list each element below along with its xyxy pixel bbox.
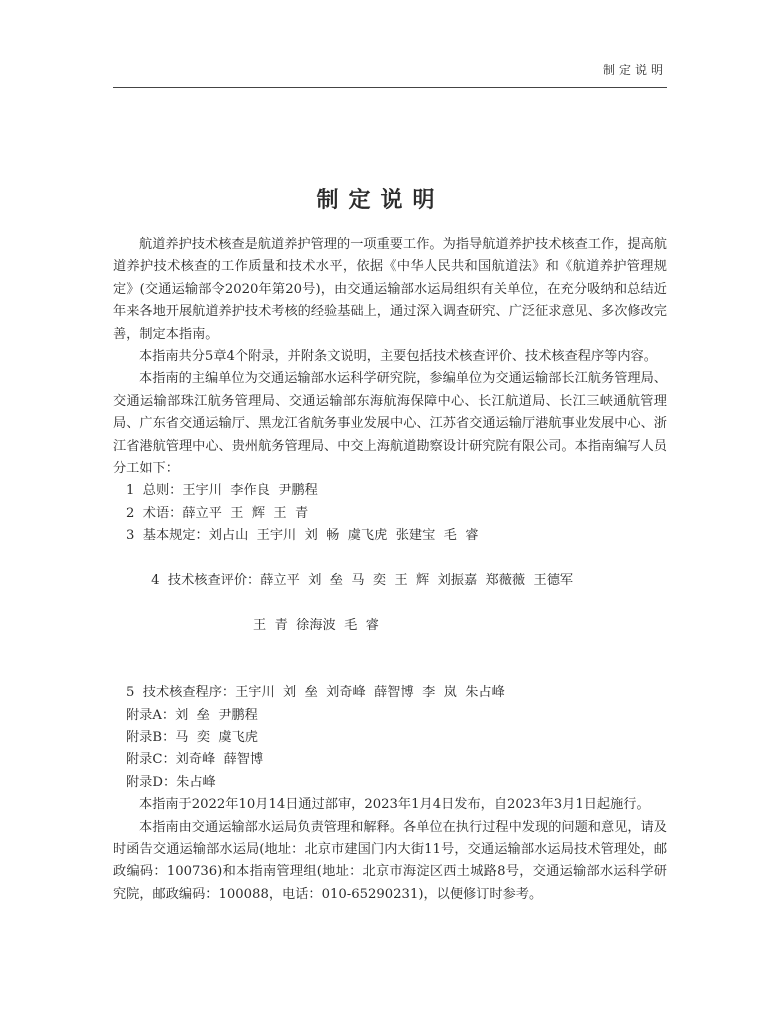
- list-item-text: 4 技术核查评价：薛立平 刘 垒 马 奕 王 辉 刘振嘉 郑薇薇 王德军: [151, 573, 574, 589]
- header-rule: [113, 87, 667, 88]
- list-item: 附录A：刘 垒 尹鹏程: [126, 707, 258, 723]
- page-title: 制定说明: [316, 188, 445, 213]
- list-item: 附录B：马 奕 虞飞虎: [126, 729, 258, 745]
- running-head: 制定说明: [602, 63, 667, 77]
- list-item-continuation: 王 青 徐海波 毛 睿: [253, 617, 379, 633]
- list-item: [113, 548, 667, 682]
- paragraph-units: 本指南的主编单位为交通运输部水运科学研究院，参编单位为交通运输部长江航务管理局、交通运输部珠江航务管理局、交通运输部东海航海保障中心、长江航道局、长江三峡通航管理局、广东省交通运输厅、黑龙江省航务事业发展中心、江苏省交通运输厅港航事业发展中心、浙江省港航管理中心、贵州航务管理局、中交上海航道勘察设计研究院有限公司。本指南编写人员分工如下：: [113, 371, 667, 477]
- list-item: 5 技术核查程序：王宇川 刘 垒 刘奇峰 薛智博 李 岚 朱占峰: [126, 685, 505, 701]
- list-item: 2 术语：薛立平 王 辉 王 青: [126, 505, 309, 521]
- document-body: [113, 234, 667, 906]
- list-item: 附录C：刘奇峰 薛智博: [126, 752, 264, 768]
- paragraph-contact: 本指南由交通运输部水运局负责管理和解释。各单位在执行过程中发现的问题和意见，请及时函告交通运输部水运局(地址：北京市建国门内大街11号，交通运输部水运局技术管理处，邮政编码：100736)和本指南管理组(地址：北京市海淀区西土城路8号，交通运输部水运科学研究院，邮政编码：100088，电话：010-65290231)，以便修订时参考。: [113, 819, 667, 902]
- list-item: 附录D：朱占峰: [126, 774, 216, 790]
- paragraph-structure: 本指南共分5章4个附录，并附条文说明，主要包括技术核查评价、技术核查程序等内容。: [139, 349, 657, 365]
- list-item: 1 总则：王宇川 李作良 尹鹏程: [126, 483, 318, 499]
- list-item: 3 基本规定：刘占山 王宇川 刘 畅 虞飞虎 张建宝 毛 睿: [126, 528, 479, 544]
- paragraph-effective-date: 本指南于2022年10月14日通过部审，2023年1月4日发布，自2023年3月1日起施行。: [139, 797, 650, 813]
- assignment-list: [113, 480, 667, 794]
- paragraph-intro: 航道养护技术核查是航道养护管理的一项重要工作。为指导航道养护技术核查工作，提高航道养护技术核查的工作质量和技术水平，依据《中华人民共和国航道法》和《航道养护管理规定》(交通运输部令2020年第20号)，由交通运输部水运局组织有关单位，在充分吸纳和总结近年来各地开展航道养护技术考核的经验基础上，通过深入调查研究、广泛征求意见、多次修改完善，制定本指南。: [113, 237, 667, 342]
